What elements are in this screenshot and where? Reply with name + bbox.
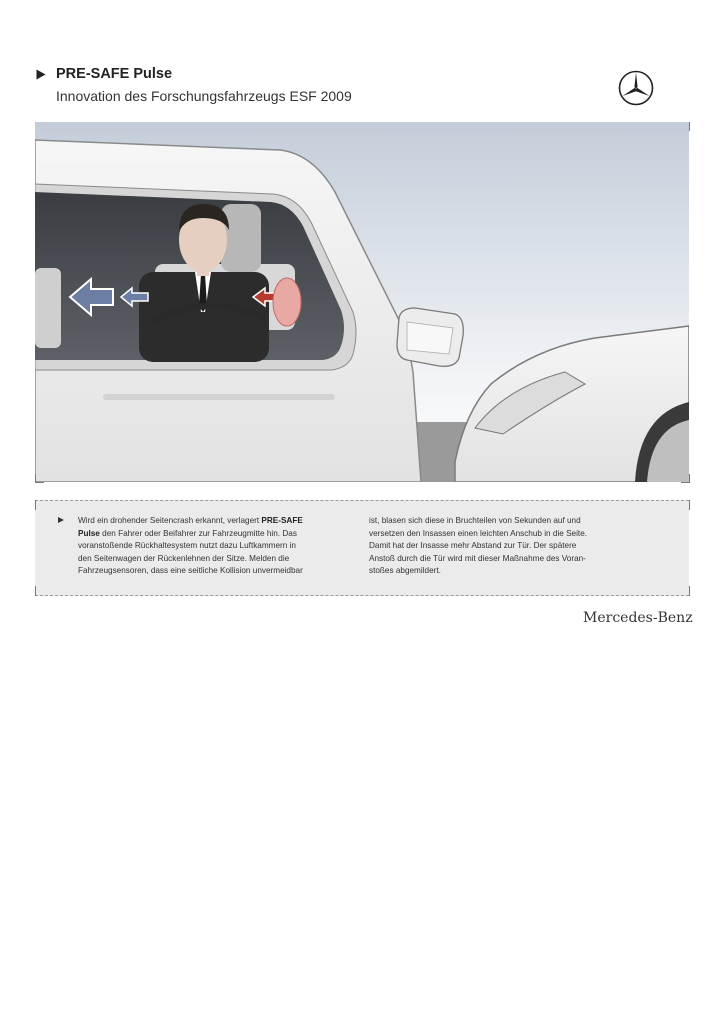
text-line: Damit hat der Insasse mehr Abstand zur Tür. Der spätere: [369, 541, 577, 551]
crop-mark: [35, 586, 44, 596]
text-line: den Seitenwagen der Rückenlehnen der Sitze. Melden die: [78, 553, 290, 563]
crop-mark: [35, 500, 44, 510]
text-column-2: [369, 515, 587, 578]
crop-mark: [681, 586, 690, 596]
page-subtitle: Innovation des Forschungsfahrzeugs ESF 2009: [56, 88, 352, 104]
text-line: Wird ein drohender Seitencrash erkannt, verlagert: [78, 516, 262, 525]
text-line: stoßes abgemildert.: [369, 566, 441, 576]
text-bold: Pulse: [78, 528, 100, 538]
text-line: ist, blasen sich diese in Bruchteilen von Sekunden auf und: [369, 516, 581, 525]
crop-mark: [35, 474, 44, 483]
bullet-icon: [58, 517, 64, 523]
text-line: Anstoß durch die Tür wird mit dieser Maßnahme des Voran-: [369, 553, 586, 563]
divider: [35, 595, 689, 596]
car-illustration: [35, 122, 689, 482]
brand-wordmark: Mercedes-Benz: [583, 610, 693, 626]
divider: [35, 500, 689, 501]
text-line: voranstoßende Rückhaltesystem nutzt dazu Luftkammern in: [78, 541, 296, 551]
crop-mark: [681, 500, 690, 510]
mercedes-star-icon: [618, 70, 654, 106]
text-line: versetzen den Insassen einen leichten Anschub in die Seite.: [369, 528, 588, 538]
text-line: Fahrzeugsensoren, dass eine seitliche Kollision unvermeidbar: [78, 566, 303, 576]
crop-mark: [681, 474, 690, 483]
airbag-chamber: [273, 278, 301, 326]
text-bold: PRE-SAFE: [261, 516, 303, 525]
text-column-1: [78, 515, 303, 578]
text-line: den Fahrer oder Beifahrer zur Fahrzeugmitte hin. Das: [99, 528, 297, 538]
section-marker-icon: [37, 70, 46, 80]
page-title: PRE-SAFE Pulse: [56, 66, 173, 82]
